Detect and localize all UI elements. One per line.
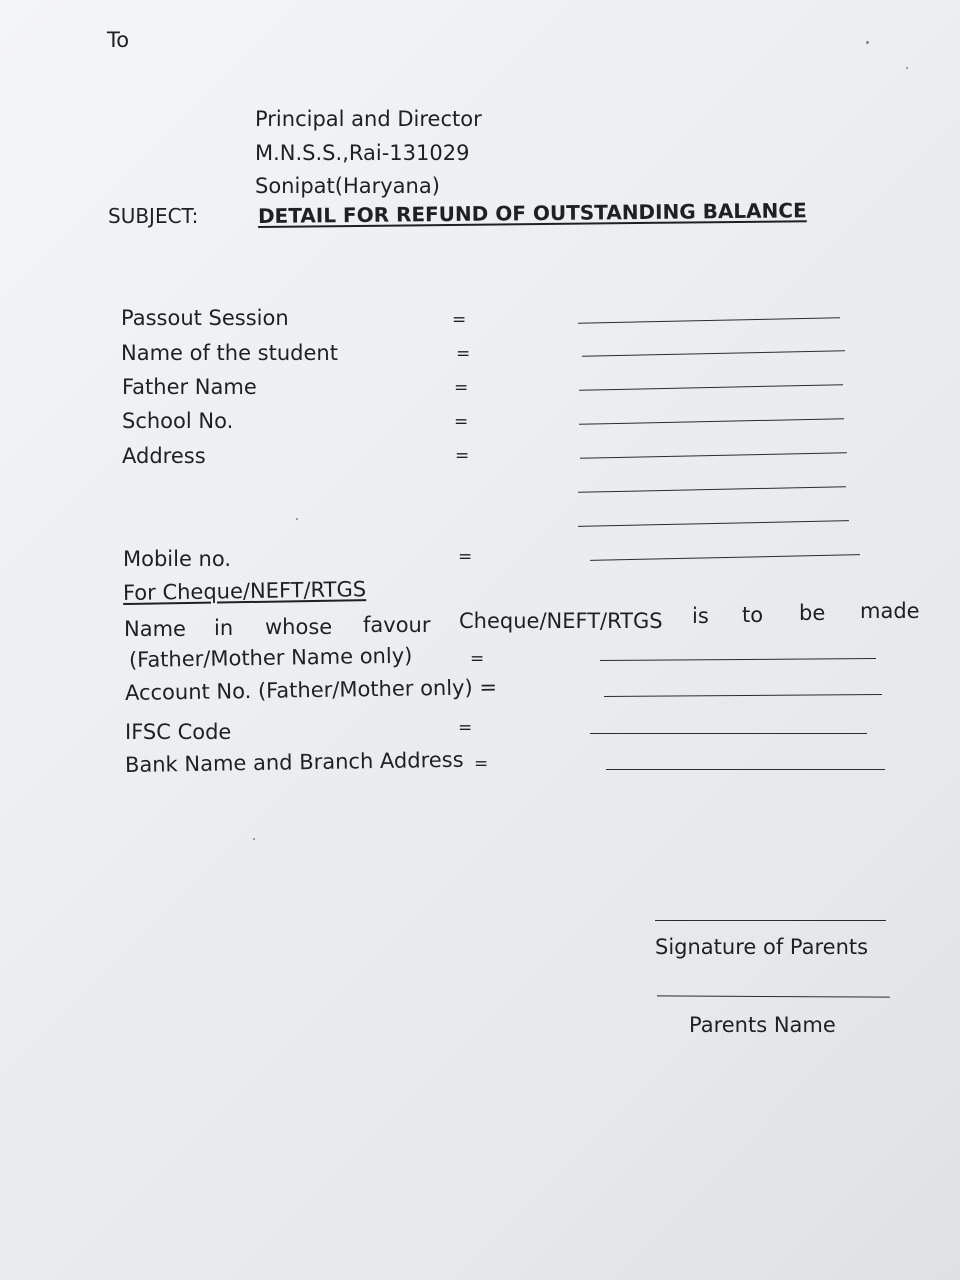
to-label: To bbox=[107, 28, 130, 52]
school-no-label: School No. bbox=[122, 409, 234, 433]
mobile-no-equals: = bbox=[458, 547, 473, 567]
father-mother-name-field[interactable] bbox=[600, 658, 876, 661]
passout-session-field[interactable] bbox=[578, 317, 840, 323]
bank-name-field[interactable] bbox=[606, 769, 885, 770]
parents-signature-field[interactable] bbox=[655, 920, 886, 921]
bank-name-equals: = bbox=[474, 754, 489, 774]
address-field-line-2[interactable] bbox=[578, 486, 846, 493]
ifsc-code-label: IFSC Code bbox=[125, 720, 232, 744]
subject-label: SUBJECT: bbox=[108, 204, 199, 228]
parents-signature-label: Signature of Parents bbox=[655, 935, 869, 959]
father-mother-name-label: (Father/Mother Name only) bbox=[128, 643, 413, 672]
passout-session-equals: = bbox=[452, 310, 467, 330]
father-mother-name-equals: = bbox=[470, 649, 485, 669]
paper-speck bbox=[296, 518, 298, 520]
favour-word-to: to bbox=[742, 603, 764, 627]
father-name-field[interactable] bbox=[579, 384, 843, 391]
student-name-equals: = bbox=[456, 344, 471, 364]
passout-session-label: Passout Session bbox=[121, 306, 289, 330]
bank-name-label: Bank Name and Branch Address bbox=[124, 747, 464, 777]
mobile-no-field[interactable] bbox=[590, 554, 860, 561]
address-field-line-3[interactable] bbox=[578, 520, 849, 527]
father-name-equals: = bbox=[454, 378, 469, 398]
addressee-line-1: Principal and Director bbox=[255, 107, 482, 131]
paper-speck bbox=[866, 41, 869, 44]
address-label: Address bbox=[122, 444, 206, 468]
parents-name-field[interactable] bbox=[657, 995, 890, 997]
paper-speck bbox=[906, 67, 908, 69]
addressee-line-3: Sonipat(Haryana) bbox=[255, 174, 440, 198]
paper-speck bbox=[253, 838, 255, 840]
bank-heading: For Cheque/NEFT/RTGS bbox=[122, 577, 367, 605]
favour-word-is: is bbox=[692, 604, 709, 628]
favour-word-favour: favour bbox=[363, 613, 431, 637]
father-name-label: Father Name bbox=[122, 375, 257, 399]
school-no-field[interactable] bbox=[579, 418, 844, 425]
favour-word-in: in bbox=[214, 616, 234, 640]
mobile-no-label: Mobile no. bbox=[123, 547, 232, 571]
ifsc-code-equals: = bbox=[458, 718, 473, 738]
account-no-label: Account No. (Father/Mother only) = bbox=[124, 675, 498, 705]
addressee-line-2: M.N.S.S.,Rai-131029 bbox=[255, 141, 470, 165]
favour-word-be: be bbox=[799, 601, 826, 625]
favour-word-whose: whose bbox=[265, 615, 333, 639]
ifsc-code-field[interactable] bbox=[590, 733, 867, 734]
parents-name-label: Parents Name bbox=[689, 1013, 836, 1037]
favour-word-name: Name bbox=[124, 617, 186, 641]
address-equals: = bbox=[455, 446, 470, 466]
favour-word-cheque: Cheque/NEFT/RTGS bbox=[459, 609, 663, 633]
address-field-line-1[interactable] bbox=[580, 452, 847, 459]
account-no-field[interactable] bbox=[604, 694, 882, 697]
school-no-equals: = bbox=[454, 412, 469, 432]
student-name-label: Name of the student bbox=[121, 341, 338, 365]
favour-word-made: made bbox=[860, 599, 920, 623]
subject-title: DETAIL FOR REFUND OF OUTSTANDING BALANCE bbox=[257, 198, 807, 228]
student-name-field[interactable] bbox=[582, 350, 845, 357]
